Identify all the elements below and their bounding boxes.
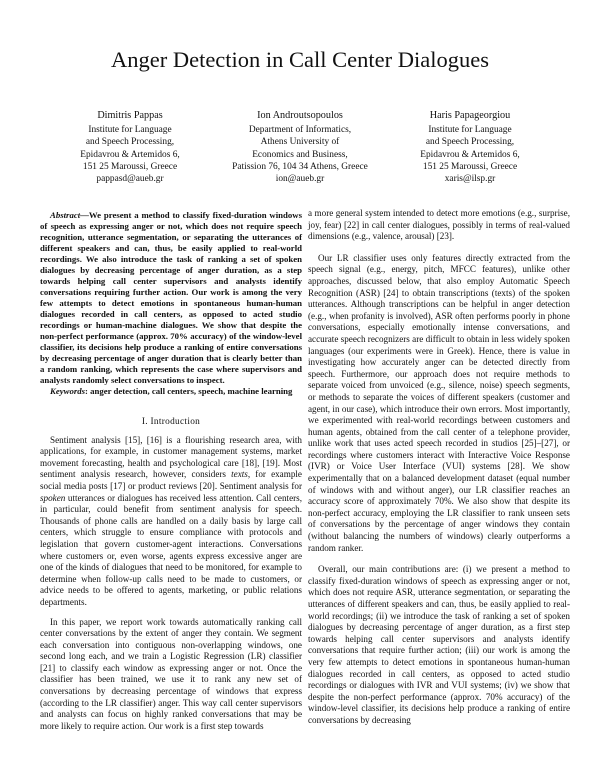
abstract-label: Abstract <box>50 210 81 220</box>
author-affiliation-line: Patission 76, 104 34 Athens, Greece <box>232 161 368 172</box>
author-name: Haris Papageorgiou <box>429 110 511 121</box>
paper-title: Anger Detection in Call Center Dialogues <box>110 47 490 72</box>
author-affiliation-line: Department of Informatics, <box>248 125 352 136</box>
author-2 <box>210 110 390 185</box>
body-paragraph: Overall, our main contributions are: (i) we present a method to classify fixed-duration windows of speech as expressing anger or not, which does not require ASR, utterance segmentation, or separating the utterances of different speakers and can, thus, be easily applied to real-world recordings; (ii) we introduce the task of ranking a set of spoken dialogues by decreasing percentage of anger duration, as a first step towards helping call center supervisors and analysts identify conversations that require further action; (iii) our work is among the very few attempts to detect emotions in spontaneous human-human dialogues recorded in call centers, as opposed to acted studio recordings or dialogues with IVR and VUI systems; (iv) we show that despite the non-perfect performance (approx. 70% accuracy) of the window-level classifier, its decisions help produce a ranking of entire conversations by decreasing <box>308 564 570 725</box>
emphasis-text: texts <box>231 469 248 480</box>
author-affiliation-line: Athens University of <box>260 137 340 148</box>
author-affiliation-line: Epidavrou & Artemidos 6, <box>80 149 180 160</box>
body-paragraph: Our LR classifier uses only features directly extracted from the speech signal (e.g., energy, pitch, MFCC features), unlike other approaches, discussed below, that also employ Automatic Speech Recognition (ASR) [24] to obtain transcriptions (texts) of the spoken utterances. Although transcriptions can be helpful in anger detection (e.g., when profanity is involved), ASR often performs poorly in phone conversations, especially emotionally intense conversations, and accurate speech recognizers are difficult to obtain in less widely spoken languages (our experiments were in Greek). Hence, there is value in investigating how accurately anger can be detected directly from speech. Furthermore, our approach does not require methods to separate voiced from unvoiced (e.g., silence, noise) speech segments, or methods to separate the voices of different speakers (customer and agent, in our case), which introduce their own errors. Most importantly, we experimented with real-world recordings between customers and human agents, obtained from the call center of a telephone provider, unlike work that uses acted speech recorded in studios [25]–[27], or recordings where customers interact with Interactive Voice Response (IVR) or Voice User Interface (VUI) systems [28]. We show experimentally that on a balanced development dataset (equal number of windows with and without anger), our LR classifier reaches an accuracy score of approximately 70%. We also show that despite its non-perfect accuracy, employing the LR classifier to rank unseen sets of conversations by the percentage of anger windows they contain (without balancing the numbers of windows) clearly outperforms a random ranker. <box>308 252 570 553</box>
abstract <box>40 210 302 386</box>
keywords <box>40 386 302 397</box>
abstract-text: —We present a method to classify fixed-duration windows of speech as expressing anger or not, which does not require speech recognition, utterance segmentation, or separating the utterances of different speakers and can, thus, be easily applied to real-world recordings. We also introduce the task of ranking a set of spoken dialogues by decreasing percentage of anger duration, as a step towards helping call center supervisors and analysts identify conversations requiring further action. Our work is among the very few attempts to detect emotions in spontaneous human-human dialogues recorded in call centers, as opposed to acted studio recordings or human-machine dialogues. We show that despite the non-perfect performance (approx. 70% accuracy) of the window-level classifier, its decisions help produce a ranking of entire conversations by decreasing percentage of anger duration that is clearly better than a random ranking, which represents the case where supervisors and analysts randomly select conversations to inspect. <box>40 210 302 385</box>
author-affiliation-line: and Speech Processing, <box>85 137 175 148</box>
author-affiliation-line: Economics and Business, <box>252 149 348 160</box>
left-column <box>40 210 302 732</box>
author-affiliation-line: and Speech Processing, <box>425 137 515 148</box>
text-run: utterances or dialogues has received less attention. Call centers, in particular, could benefit from sentiment analysis for speech. Thousands of phone calls are handled on a daily basis by large call centers, which struggle to ensure compliance with protocols and legislation that govern customer-agent interactions. Conversations where customers or, even worse, agents express excessive anger are one of the kinds of dialogues that need to be monitored, for example to determine when follow-up calls need to be made to customers, or advice needs to be offered to agents, marketing, or public relations departments. <box>40 492 302 607</box>
author-affiliation-line: Epidavrou & Artemidos 6, <box>420 149 520 160</box>
author-name: Ion Androutsopoulos <box>257 110 343 121</box>
author-1 <box>40 110 220 185</box>
author-email: xaris@ilsp.gr <box>444 174 496 185</box>
author-affiliation-line: Institute for Language <box>428 125 512 136</box>
author-email: pappasd@aueb.gr <box>96 174 164 185</box>
author-email: ion@aueb.gr <box>275 174 325 185</box>
text-run: Sentiment analysis [15], [16] is a flourishing research area, with applications, for example, in customer management systems, market movement forecasting, health and psychological care [18], [19]. Most sentiment analysis research, however, considers <box>40 434 302 480</box>
keywords-text: : anger detection, call centers, speech, machine learning <box>85 386 293 396</box>
author-affiliation-line: 151 25 Maroussi, Greece <box>422 161 518 172</box>
author-block <box>40 110 560 190</box>
body-paragraph: a more general system intended to detect more emotions (e.g., surprise, joy, fear) [22] in call center dialogues, possibly in terms of real-valued dimensions (e.g., valence, arousal) [23]. <box>308 208 570 242</box>
body-paragraph <box>40 435 302 609</box>
text-run: , for example social media posts [17] or product reviews [20]. Sentiment analysis for <box>40 469 302 491</box>
right-column <box>308 208 570 727</box>
emphasis-text: spoken <box>40 492 66 503</box>
body-paragraph: In this paper, we report work towards automatically ranking call center conversations by the extent of anger they contain. We segment each conversation into contiguous non-overlapping windows, one second long each, and we train a Logistic Regression (LR) classifier [21] to classify each window as expressing anger or not. Once the classifier has been trained, we use it to rank any new set of conversations by decreasing percentage of windows that express (according to the LR classifier) anger. This way call center supervisors and analysts can focus on highly ranked conversations that may be more likely to require action. Our work is a first step towards <box>40 616 302 731</box>
author-affiliation-line: Institute for Language <box>88 125 172 136</box>
keywords-label: Keywords <box>50 386 85 396</box>
author-3 <box>380 110 560 185</box>
section-heading: I. Introduction <box>141 417 201 427</box>
author-name: Dimitris Pappas <box>97 110 163 121</box>
author-affiliation-line: 151 25 Maroussi, Greece <box>82 161 178 172</box>
